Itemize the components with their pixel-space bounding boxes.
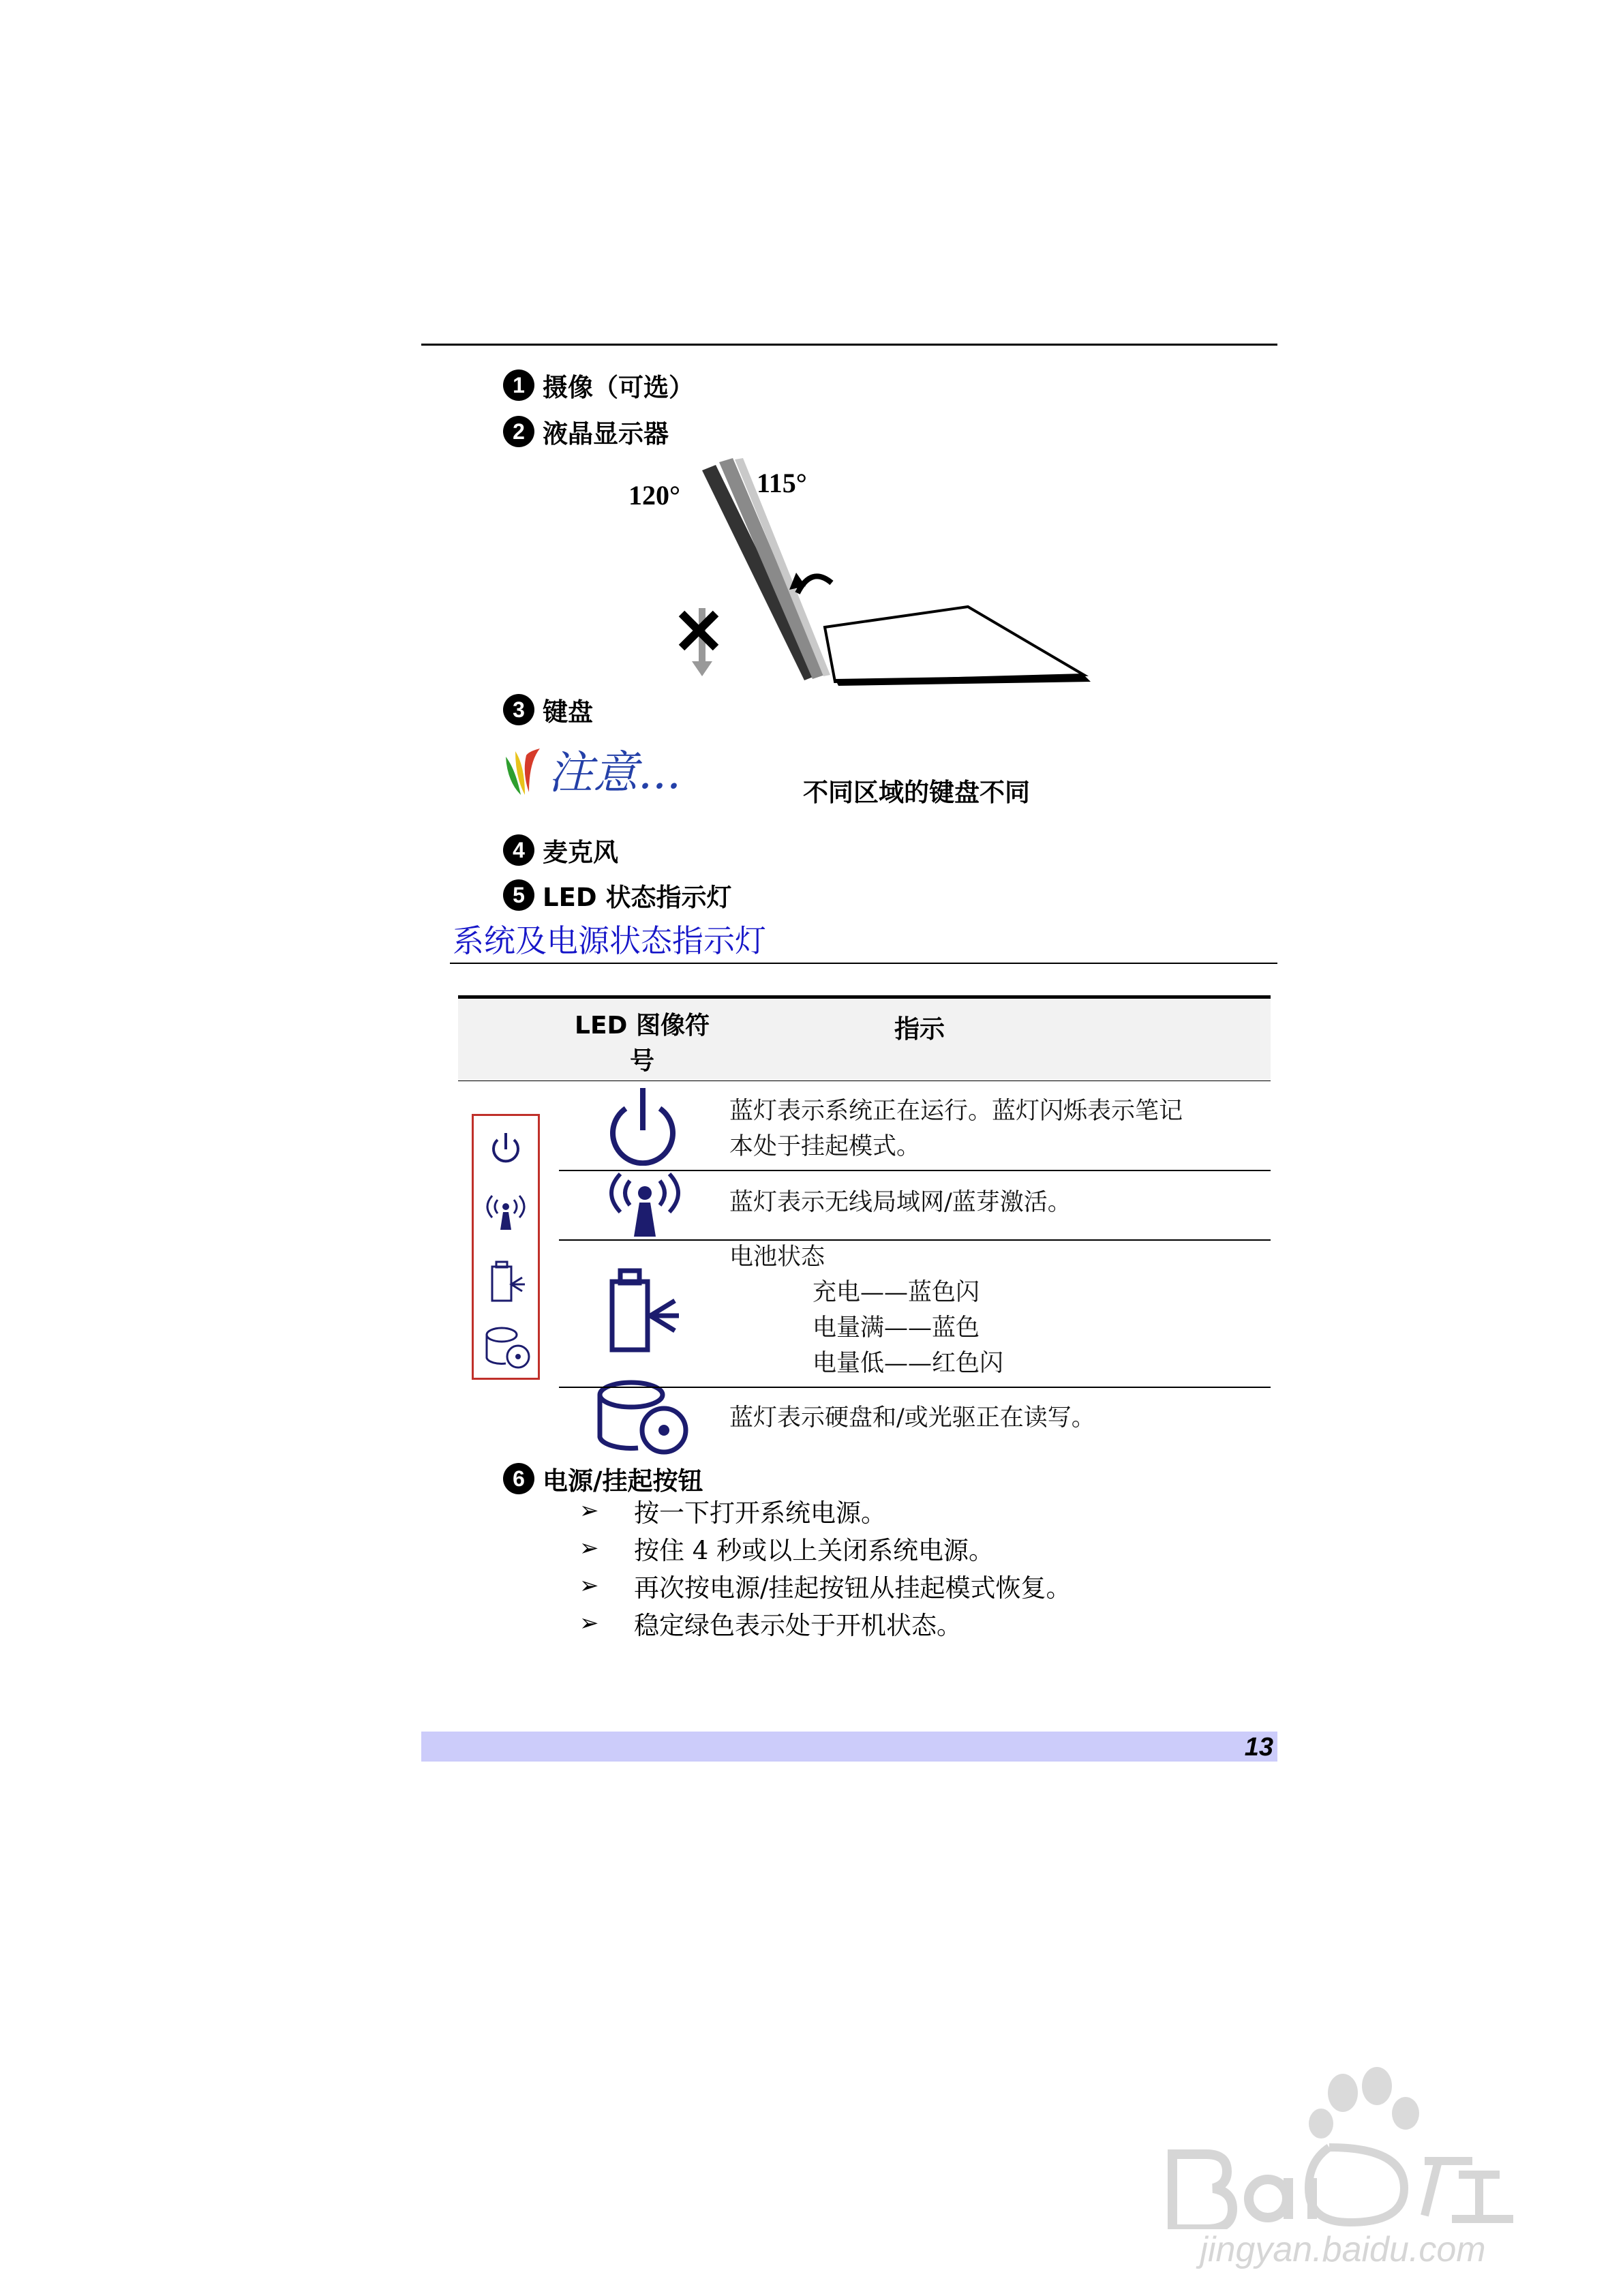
desc-line: 电池状态 — [729, 1243, 825, 1271]
leaf-red — [525, 749, 540, 792]
power-icon — [485, 1129, 526, 1170]
top-rule — [421, 344, 1277, 346]
item-label: 麦克风 — [543, 838, 618, 867]
item-label: 液晶显示器 — [543, 419, 669, 449]
wireless-icon-large — [597, 1171, 693, 1239]
arrow-bullet-icon: ➢ — [579, 1571, 599, 1599]
note-logo-text: 注意... — [548, 746, 681, 799]
desc-line: 蓝灯表示系统正在运行。蓝灯闪烁表示笔记 — [729, 1098, 1183, 1125]
keyboard-base — [825, 607, 1084, 682]
note-text: 不同区域的键盘不同 — [803, 778, 1030, 807]
battery-icon-large — [607, 1268, 682, 1354]
item-lcd — [503, 413, 669, 450]
desc-line: 本处于挂起模式。 — [729, 1133, 921, 1160]
list-item — [579, 1604, 1071, 1642]
number-badge: 1 — [503, 369, 534, 401]
page-number: 13 — [1244, 1733, 1273, 1762]
item-camera — [503, 367, 694, 404]
header-led-icon-line2: 号 — [629, 1047, 654, 1075]
number-badge: 4 — [503, 834, 534, 866]
section-title: 系统及电源状态指示灯 — [453, 922, 766, 959]
list-item — [579, 1529, 1071, 1567]
list-item-text: 按住 4 秒或以上关闭系统电源。 — [634, 1535, 995, 1565]
battery-icon — [488, 1260, 526, 1305]
wireless-icon — [481, 1192, 530, 1233]
angle-label-115: 115° — [757, 468, 807, 498]
desc-power — [729, 1093, 1183, 1164]
list-item-text: 按一下打开系统电源。 — [634, 1498, 886, 1528]
number-badge: 3 — [503, 694, 534, 725]
number-badge: 5 — [503, 879, 534, 911]
baidu-watermark — [1152, 2059, 1534, 2269]
push-arrow-head — [692, 661, 712, 676]
item-led — [503, 877, 731, 913]
desc-line: 蓝灯表示硬盘和/或光驱正在读写。 — [729, 1404, 1095, 1432]
list-item-text: 再次按电源/挂起按钮从挂起模式恢复。 — [634, 1573, 1072, 1603]
angle-label-120: 120° — [628, 480, 680, 511]
watermark-url: jingyan.baidu.com — [1200, 2230, 1486, 2269]
item-label: 电源/挂起按钮 — [543, 1466, 703, 1496]
disk-icon-large — [593, 1380, 695, 1455]
desc-line: 电量满——蓝色 — [813, 1314, 980, 1342]
number-badge: 2 — [503, 416, 534, 447]
number-badge: 6 — [503, 1463, 534, 1494]
item-keyboard — [503, 691, 593, 728]
item-label: 键盘 — [543, 697, 593, 727]
header-led-icon — [560, 1008, 724, 1079]
section-rule — [450, 963, 1277, 964]
power-icon-large — [600, 1084, 686, 1166]
footer-bar — [421, 1732, 1277, 1762]
row-divider — [559, 1170, 1271, 1171]
desc-wireless — [729, 1185, 1072, 1220]
arrow-bullet-icon: ➢ — [579, 1534, 599, 1562]
desc-line: 蓝灯表示无线局域网/蓝芽激活。 — [729, 1189, 1072, 1216]
item-label: LED 状态指示灯 — [543, 883, 732, 912]
disk-icon — [483, 1325, 534, 1370]
header-indication: 指示 — [894, 1014, 945, 1044]
desc-battery — [729, 1239, 1003, 1381]
list-item — [579, 1567, 1071, 1604]
arrow-bullet-icon: ➢ — [579, 1609, 599, 1637]
list-item-text: 稳定绿色表示处于开机状态。 — [634, 1610, 962, 1640]
row-divider — [559, 1387, 1271, 1388]
desc-disk — [729, 1400, 1095, 1436]
table-header — [458, 995, 1271, 1081]
power-bullet-list — [579, 1492, 1071, 1642]
item-label: 摄像（可选） — [543, 373, 694, 402]
item-microphone — [503, 832, 618, 868]
header-led-icon-line1: LED 图像符 — [575, 1012, 710, 1040]
desc-line: 电量低——红色闪 — [813, 1350, 1004, 1377]
note-logo — [503, 736, 796, 804]
hinge-angle-diagram — [613, 450, 1104, 689]
arrow-bullet-icon: ➢ — [579, 1496, 599, 1524]
desc-line: 充电——蓝色闪 — [813, 1279, 980, 1306]
baidu-paw-logo — [1152, 2059, 1534, 2229]
list-item — [579, 1492, 1071, 1529]
note-block — [503, 736, 1151, 807]
